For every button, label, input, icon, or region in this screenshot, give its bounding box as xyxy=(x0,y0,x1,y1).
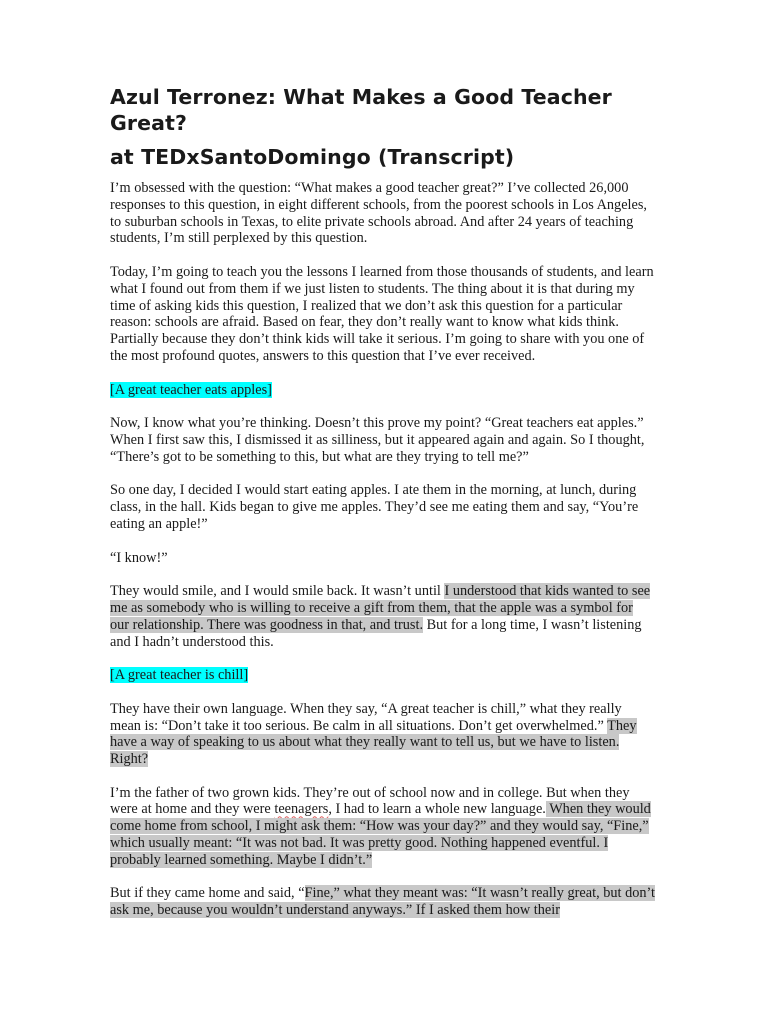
document-subtitle: at TEDxSantoDomingo (Transcript) xyxy=(110,145,515,169)
paragraph-7-text: They have their own language. When they say, “A great teacher is chill,” what they really mean is: “Don’t take it too serious. Be calm in all situations. Don’t get overwhelmed.” xyxy=(110,700,622,734)
document-body xyxy=(110,180,655,919)
paragraph-5: “I know!” xyxy=(110,549,168,566)
paragraph-9-text: But if they came home and said, “ xyxy=(110,885,305,902)
paragraph-6 xyxy=(110,583,655,650)
highlighted-text: When they would come home from school, I might ask them: “How was your day?” and they would say, “Fine,” which usually meant: “It was not bad. It was pretty good. Nothing happened eventful. I probably learned something. Maybe I didn’t.” xyxy=(110,801,651,868)
paragraph-6-text: They would smile, and I would smile back. It wasn’t until xyxy=(110,583,445,600)
paragraph-8 xyxy=(110,785,655,869)
section-heading-chill xyxy=(110,667,655,684)
paragraph-3: Now, I know what you’re thinking. Doesn’t this prove my point? “Great teachers eat apples.” When I first saw this, I dismissed it as silliness, but it appeared again and again. So I thought, “There’s got to be something to this, but what are they trying to tell me?” xyxy=(110,415,645,465)
paragraph-6-text: But for a long time, I wasn’t listening and I hadn’t understood this. xyxy=(110,616,642,650)
paragraph-4: So one day, I decided I would start eating apples. I ate them in the morning, at lunch, during class, in the hall. Kids began to give me apples. They’d see me eating them and say, “You’re eating an apple!” xyxy=(110,482,639,532)
paragraph-9 xyxy=(110,885,655,919)
paragraph-8-text: I’m the father of two grown kids. They’re out of school now and in college. But when they were at home and they were xyxy=(110,784,630,818)
paragraph-8-text: , I had to learn a whole new language. xyxy=(328,801,546,818)
highlighted-text: They have a way of speaking to us about what they really want to tell us, but we have to listen. Right? xyxy=(110,717,637,768)
highlighted-text: I understood that kids wanted to see me as somebody who is willing to receive a gift from them, that the apple was a symbol for our relationship. There was goodness in that, and trust. xyxy=(110,583,651,633)
spellcheck-word[interactable]: teenagers xyxy=(274,801,329,818)
paragraph-1: I’m obsessed with the question: “What makes a good teacher great?” I’ve collected 26,000 responses to this question, in eight different schools, from the poorest schools in Los Angeles, to suburban schools in Texas, to elite private schools abroad. And after 24 years of teaching students, I’m still perplexed by this question. xyxy=(110,180,647,247)
paragraph-7 xyxy=(110,701,655,768)
highlighted-text: Fine,” what they meant was: “It wasn’t really great, but don’t ask me, because you wouldn’t understand anyways.” If I asked them how their xyxy=(110,885,655,919)
paragraph-2: Today, I’m going to teach you the lessons I learned from those thousands of students, and learn what I found out from them if we just listen to students. The thing about it is that during my time of asking kids this question, I realized that we don’t ask this question for a particular reason: schools are afraid. Based on fear, they don’t really want to know what kids think. Partially because they don’t think kids will take it serious. I’m going to share with you one of the most profound quotes, answers to this question that I’ve ever received. xyxy=(110,263,654,364)
section-heading-apples-text: [A great teacher eats apples] xyxy=(110,381,272,398)
section-heading-chill-text: [A great teacher is chill] xyxy=(110,667,249,684)
document-page xyxy=(110,84,655,936)
section-heading-apples xyxy=(110,382,655,399)
document-title: Azul Terronez: What Makes a Good Teacher Great? xyxy=(110,85,612,135)
